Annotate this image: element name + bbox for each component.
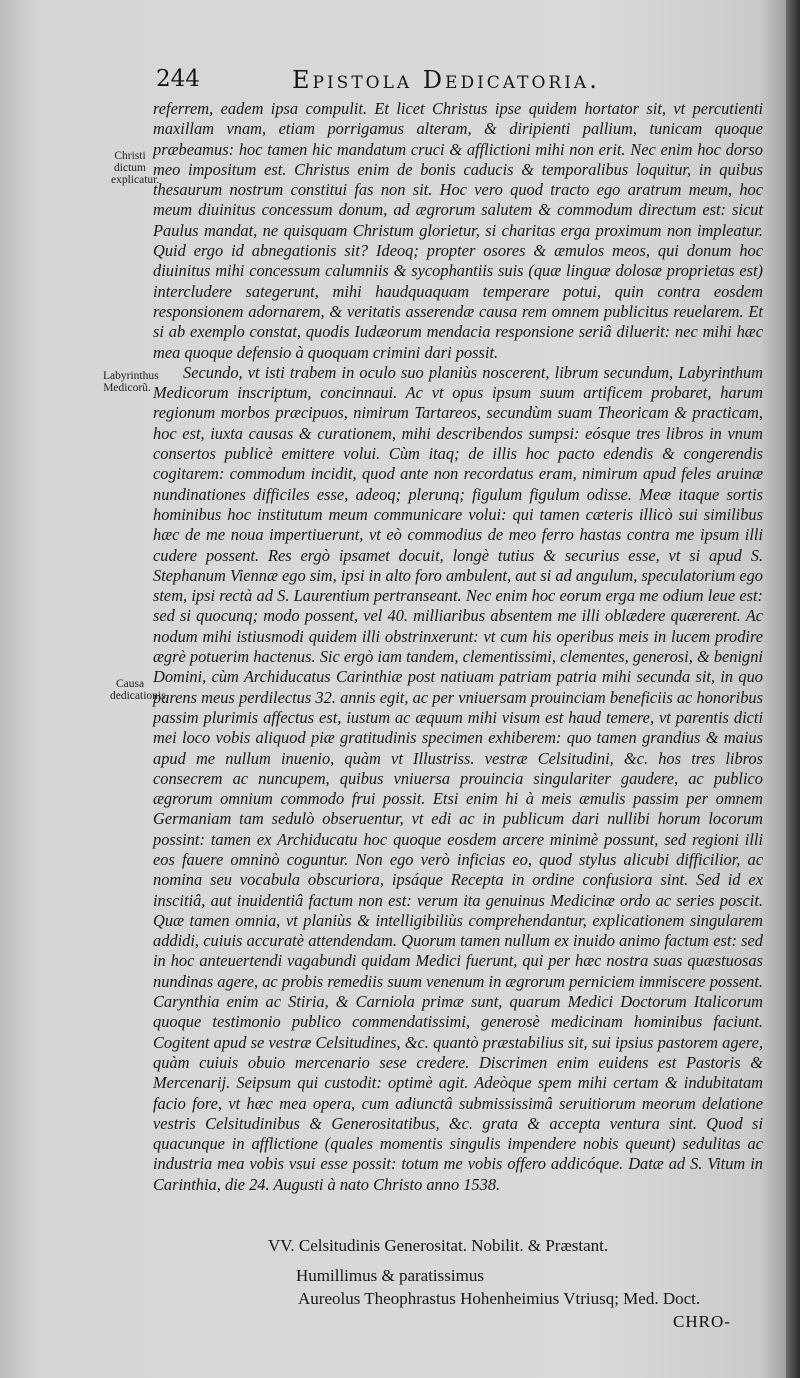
- running-head: Epistola Dedicatoria.: [292, 66, 600, 94]
- page-number: 244: [156, 66, 200, 92]
- signature-line-1: VV. Celsitudinis Generositat. Nobilit. & Præstant.: [268, 1236, 609, 1255]
- paragraph-first: referrem, eadem ipsa compulit. Et licet Christus ipse quidem hortator sit, vt percutienti maxillam vnam, etiam porrigamus alteram, & diripienti pallium, tunicam quoque præbeamus: hoc tamen hic mandatum cruci & afflictioni mihi non erit. Nec enim hoc dorso meo impositum est. Christus enim de bonis caducis & temporalibus loquitur, in quibus thesaurum nostrum constitui fas non sit. Hoc vero quod tracto ego aratrum meum, hoc meum diuinitus concessum donum, ad ægrorum salutem & commodum directum est: sicut Paulus mandat, ne quisquam Christum glorietur, si charitas erga proximum non impleatur. Quid ergo id abnegationis sit? Ideoq; propter osores & æmulos meos, qui donum hoc diuinitus mihi concessum calumniis & sycophantiis suis (quæ linguæ dolosæ proprietas est) intercludere sategerunt, mihi haudquaquam temperare potui, quin contra eosdem responsionem adornarem, & veritatis asserendæ causa rem omnem publicitus reuelarem. Et si ab exemplo constat, quodis Iudæorum mendacia responsione seriâ diluerit: nec mihi hæc mea quoque defensio à quoquam crimini dari possit.: [153, 99, 763, 362]
- signature-line-3: Aureolus Theophrastus Hohenheimius Vtriusq; Med. Doct.: [298, 1289, 701, 1308]
- page-header: [0, 66, 790, 96]
- margin-note-labyrinthus: Labyrinthus Medicorũ.: [103, 370, 159, 394]
- signature-line-2: Humillimus & paratissimus: [296, 1266, 484, 1285]
- margin-note-causa: Causa dedicationis.: [110, 678, 169, 702]
- paragraph-second: Secundo, vt isti trabem in oculo suo planiùs noscerent, librum secundum, Labyrinthum Medicorum inscriptum, concinnaui. Ac vt opus ipsum suum artificem probaret, harum regionum morbos præcipuos, nimirum Tartareos, secundùm suam Theoricam & practicam, hoc est, iuxta causas & curationem, mihi describendos sumpsi: eósque tres libros in vnum consertos publicè emittere volui. Cùm itaq; de illis hoc pacto edendis & congerendis cogitarem: commodum incidit, quod ante non recordatus eram, nimirum apud feles aruinæ nundinationes difficiles esse, adeoq; plerunq; figulum figulum odisse. Meæ itaque sortis hominibus hoc institutum meum communicare volui: qui tamen cæteris illicò sui similibus hæc de me noua impertiuerunt, vt eò commodius de meo ferro hastas contra me ipsum illi cudere possent. Res ergò ipsamet docuit, longè tutius & securius esse, vt si apud S. Stephanum Viennæ ego sim, ipsi in alto foro ambulent, aut si ad angulum, speculatorium ego stem, ipsi rectà ad S. Laurentium pertranseant. Nec enim hoc eorum erga me odium leue est: sed si quocunq; modo possent, vel 40. milliaribus absentem me illi oblædere quærerent. Ac nodum mihi istiusmodi quidem illi obstrinxerunt: vt cum his operibus meis in lucem prodire ægrè potuerim hactenus. Sic ergò iam tandem, clementissimi, clementes, generosi, & benigni Domini, cùm Archiducatus Carinthiæ post natiuam patriam patria mihi secunda sit, in quo parens meus perdilectus 32. annis egit, ac per vniuersam prouinciam beneficiis ac honoribus passim plurimis affectus est, iustum ac æquum mihi visum est haud temere, vt parentis dicti mei loco vobis aliquod piæ gratitudinis specimen exhiberem: quo tamen grandius & maius apud me nullum inuenio, quàm vt Illustriss. vestræ Celsitudini, &c. hos tres libros consecrem ac nuncupem, quibus vniuersa prouincia singulariter gaudere, ac publico ægrorum omnium commodo frui possit. Etsi enim hi à meis æmulis passim per omnem Germaniam tam sedulò obseruentur, vt edi ac in publicum dari nullibi horum locorum possint: tamen ex Archiducatu hoc quoque eosdem arcere minimè possunt, sed regioni illi eos fauere omninò coguntur. Non ego verò inficias eo, quod stylus alicubi difficilior, ac nomina seu vocabula obscuriora, ipsáque Recepta in ordine confusiora sint. Sed id ex inscitiâ, aut inuidentiâ factum non est: verum ita genuinus Medicinæ ordo ac series poscit. Quæ tamen omnia, vt planiùs & intelligibiliùs comprehendantur, explicationem singularem addidi, cuiuis accuratè attendendam. Quorum tamen nullum ex inuido animo factum est: sed in hoc anteuertendi vagabundi quidam Medici fuerunt, qui per hæc nostra suas quæstuosas nundinas agere, ac probis remediis suum venenum in ægrorum perniciem immiscere possent. Carynthia enim ac Stiria, & Carniola primæ sunt, quarum Medici Doctorum Italicorum quoque testimonio publico commendatissimi, generosè medicinam hominibus faciunt. Cogitent apud se vestræ Celsitudines, &c. quantò præstabilius sit, sui ipsius pastorem agere, quàm cuiuis obuio mercenario sese credere. Discrimen enim euidens est Pastoris & Mercenarij. Seipsum qui custodit: optimè agit. Adeòque spem mihi certam & indubitatam facio fore, vt hæc mea opera, cum adiunctâ submississimâ seruitiorum meorum delatione vestris Celsitudinibus & Generositatibus, &c. grata & accepta ventura sint. Quod si quacunque in afflictione (quales momentis singulis impendere nobis queunt) sedulitas ac industria mea vobis vsui esse possit: totum me vobis offero addicóque. Datæ ad S. Vitum in Carinthia, die 24. Augusti à nato Christo anno 1538.: [153, 362, 763, 1194]
- body-text: [153, 99, 763, 1195]
- margin-note-christi: Christi dictum explicatur.: [111, 150, 160, 186]
- catchword: CHRO-: [673, 1312, 731, 1331]
- book-edge-shadow: [786, 0, 800, 1378]
